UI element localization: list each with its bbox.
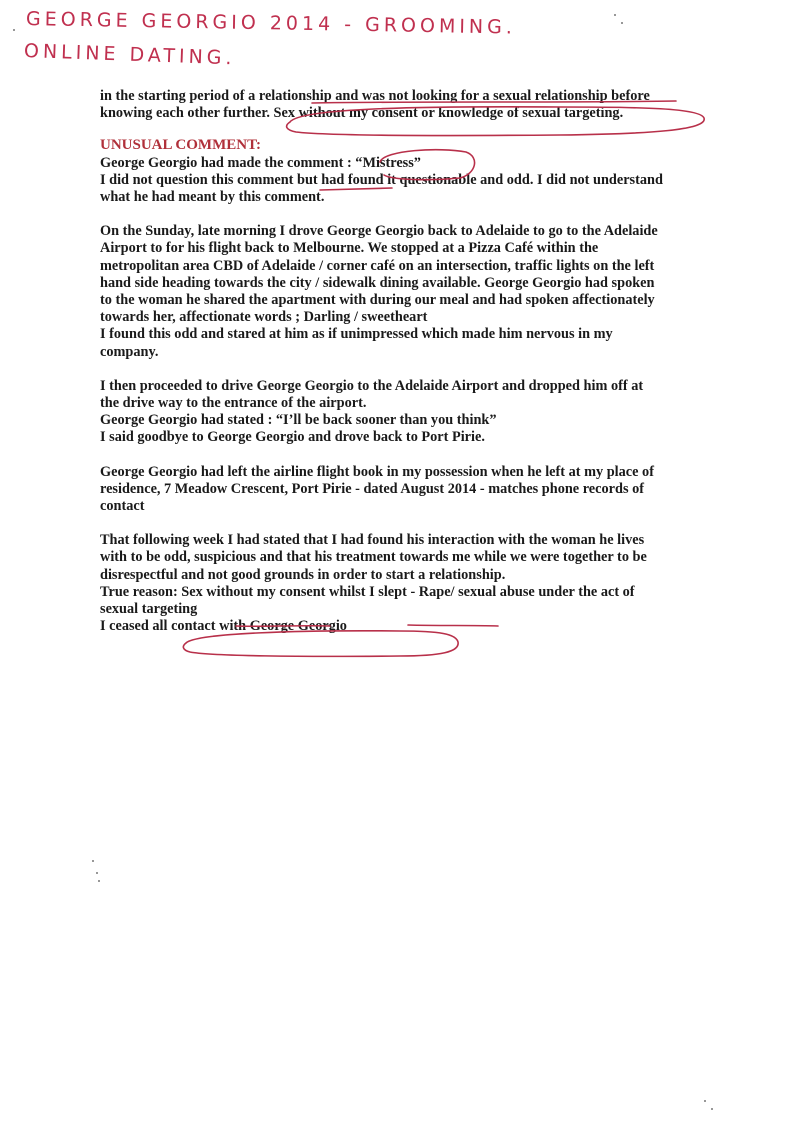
paragraph-line: I ceased all contact with George Georgio: [100, 618, 347, 635]
paragraph-line: what he had meant by this comment.: [100, 189, 325, 206]
scan-speck: [704, 1100, 706, 1102]
paragraph-line: [100, 155, 730, 172]
paragraph-gap: [100, 361, 730, 378]
paragraph-line: That following week I had stated that I had found his interaction with the woman he lives: [100, 532, 645, 549]
paragraph-line: to the woman he shared the apartment with during our meal and had spoken affectionately: [100, 292, 655, 309]
paragraph-line: residence, 7 Meadow Crescent, Port Pirie - dated August 2014 - matches phone records of: [100, 480, 644, 497]
handwritten-subtitle: ONLINE DATING.: [23, 40, 236, 70]
handwritten-title: GEORGE GEORGIO 2014 - GROOMING.: [25, 8, 517, 39]
scan-speck: [98, 880, 100, 882]
circled-phrase: : “Mistress”: [346, 154, 421, 171]
circled-phrase: . Sex without my consent or knowledge of sexual targeting.: [266, 105, 624, 122]
scan-speck: [96, 872, 98, 874]
paragraph-line: with to be odd, suspicious and that his treatment towards me while we were together to be: [100, 549, 647, 566]
text-segment: George Georgio had made the comment: [100, 154, 347, 171]
paragraph-gap: [100, 206, 730, 223]
paragraph-line: company.: [100, 343, 159, 360]
circled-phrase: : Sex without my consent whilst I slept: [172, 583, 407, 600]
paragraph-line: the drive way to the entrance of the airport.: [100, 395, 367, 412]
paragraph-line: [100, 105, 730, 122]
text-segment: True reason: [100, 583, 173, 600]
paragraph-line: metropolitan area CBD of Adelaide / corner café on an intersection, traffic lights on the left: [100, 257, 655, 274]
scan-speck: [13, 29, 15, 31]
scan-speck: [614, 14, 616, 16]
paragraph-line: I did not question this comment but had found it questionable and odd. I did not understand: [100, 171, 663, 188]
paragraph-line: Airport to for his flight back to Melbourne. We stopped at a Pizza Café within the: [100, 240, 599, 257]
paragraph-line: On the Sunday, late morning I drove George Georgio back to Adelaide to go to the Adelaide: [100, 223, 658, 240]
paragraph-line: George Georgio had left the airline flight book in my possession when he left at my place of: [100, 463, 654, 480]
scan-speck: [621, 22, 623, 24]
scan-speck: [92, 860, 94, 862]
document-body: [100, 88, 730, 635]
paragraph-line: [100, 584, 730, 601]
paragraph-line: towards her, affectionate words ; Darling / sweetheart: [100, 309, 428, 326]
text-segment: - Rape/ sexual abuse under the act of: [406, 583, 635, 600]
paragraph-gap: [100, 447, 730, 464]
paragraph-line: disrespectful and not good grounds in order to start a relationship.: [100, 566, 506, 583]
scan-speck: [711, 1108, 713, 1110]
text-segment: knowing each other further: [100, 105, 267, 122]
paragraph-gap: [100, 515, 730, 532]
paragraph-line: I said goodbye to George Georgio and drove back to Port Pirie.: [100, 429, 485, 446]
paragraph-line: hand side heading towards the city / sidewalk dining available. George Georgio had spoken: [100, 274, 655, 291]
paragraph-line: contact: [100, 498, 145, 515]
paragraph-line: I then proceeded to drive George Georgio to the Adelaide Airport and dropped him off at: [100, 377, 644, 394]
section-heading: UNUSUAL COMMENT:: [100, 137, 261, 154]
paragraph-line: George Georgio had stated : “I’ll be back sooner than you think”: [100, 412, 497, 429]
paragraph-line: sexual targeting: [100, 601, 198, 618]
paragraph-line: I found this odd and stared at him as if unimpressed which made him nervous in my: [100, 326, 613, 343]
paragraph-line: in the starting period of a relationship and was not looking for a sexual relationship before: [100, 88, 650, 104]
